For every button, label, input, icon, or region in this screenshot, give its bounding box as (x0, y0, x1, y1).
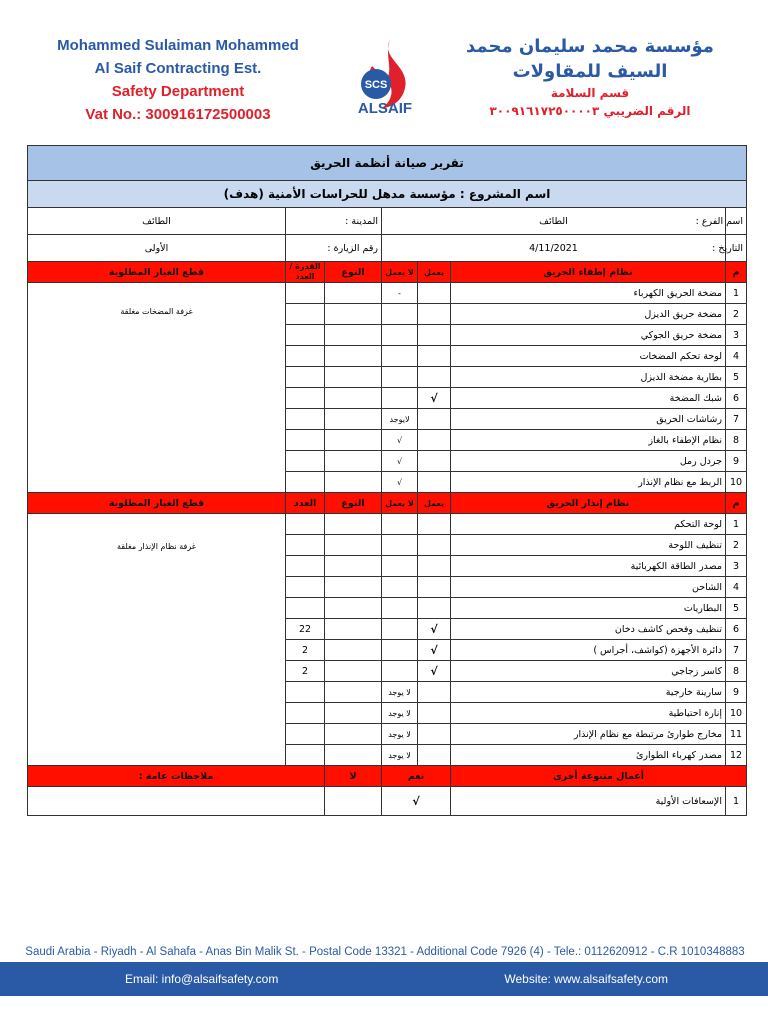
s2-type-cell (325, 619, 382, 640)
s1-item-name: الربط مع نظام الإنذار (451, 472, 726, 493)
s1-item-name: مضخة الحريق الكهرباء (451, 283, 726, 304)
s3-yes-cell: √ (382, 787, 451, 816)
company-name-ar-2: السيف للمقاولات (512, 61, 668, 82)
s1-item-name: رشاشات الحريق (451, 409, 726, 430)
section3-rows (28, 787, 747, 816)
section1-header-row (28, 262, 747, 283)
s2-type-cell (325, 556, 382, 577)
s1-col-type: النوع (325, 262, 382, 283)
s2-type-cell (325, 661, 382, 682)
vat-ar: الرقم الضريبي ٣٠٠٩١٦١٧٢٥٠٠٠٠٣ (489, 104, 691, 118)
s2-col-system: نظام إنذار الحريق (451, 493, 726, 514)
s1-col-works: يعمل (418, 262, 451, 283)
footer-website[interactable]: Website: www.alsaifsafety.com (504, 972, 668, 986)
s2-type-cell (325, 514, 382, 535)
s2-item-no: 8 (726, 661, 747, 682)
s1-type-cell (325, 367, 382, 388)
s2-qty-cell (286, 703, 325, 724)
date-label-cell (712, 235, 747, 262)
city-value: الطائف (28, 208, 286, 235)
s2-qty-cell (286, 682, 325, 703)
s1-notworks-cell: √ (382, 430, 418, 451)
s2-notworks-cell (382, 640, 418, 661)
table-row (28, 787, 747, 816)
s2-col-notworks: لا يعمل (382, 493, 418, 514)
s2-qty-cell: 2 (286, 640, 325, 661)
s2-item-no: 9 (726, 682, 747, 703)
s1-item-name: لوحة تحكم المضخات (451, 346, 726, 367)
s2-item-no: 3 (726, 556, 747, 577)
s2-item-no: 5 (726, 598, 747, 619)
table-row (28, 283, 747, 304)
s2-notworks-cell: لا يوجد (382, 745, 418, 766)
footer-contact-band (0, 962, 768, 996)
s1-notworks-cell: √ (382, 451, 418, 472)
s3-no-cell (325, 787, 382, 816)
s1-works-cell (418, 367, 451, 388)
s2-works-cell: √ (418, 661, 451, 682)
s1-item-no: 3 (726, 325, 747, 346)
s2-notworks-cell: لا يوجد (382, 682, 418, 703)
s2-notworks-cell (382, 598, 418, 619)
s1-qty-cell (286, 283, 325, 304)
s1-type-cell (325, 409, 382, 430)
s2-parts-note: غرفة نظام الإنذار مغلقة (28, 514, 286, 766)
department-ar: قسم السلامة (550, 86, 630, 100)
s1-type-cell (325, 304, 382, 325)
department-en: Safety Department (111, 83, 245, 100)
s1-item-name: مضخة حريق الجوكي (451, 325, 726, 346)
s1-qty-cell (286, 304, 325, 325)
s1-qty-cell (286, 409, 325, 430)
s2-item-no: 1 (726, 514, 747, 535)
s1-qty-cell (286, 430, 325, 451)
s2-qty-cell (286, 724, 325, 745)
s1-works-cell (418, 430, 451, 451)
footer-email[interactable]: Email: info@alsaifsafety.com (125, 972, 279, 986)
table-row (28, 514, 747, 535)
s3-col-yes: نعم (382, 766, 451, 787)
branch-label: اسم الفرع : (695, 215, 744, 227)
s2-works-cell (418, 556, 451, 577)
city-label: المدينة : (286, 208, 382, 235)
date-value: 4/11/2021 (382, 235, 726, 262)
s2-item-no: 11 (726, 724, 747, 745)
s1-item-no: 9 (726, 451, 747, 472)
s2-works-cell (418, 745, 451, 766)
s2-works-cell (418, 514, 451, 535)
s1-item-name: بطارية مضخة الديزل (451, 367, 726, 388)
s1-works-cell (418, 472, 451, 493)
s2-item-no: 7 (726, 640, 747, 661)
visit-value: الأولى (28, 235, 286, 262)
s1-notworks-cell (382, 367, 418, 388)
s2-type-cell (325, 703, 382, 724)
footer-address-en: Saudi Arabia - Riyadh - Al Sahafa - Anas Bin Malik St. - Postal Code 13321 - Additional Code 7926 (4) - Tele.: 0112620912 - C.R 1010348883 (25, 946, 745, 958)
s2-item-no: 4 (726, 577, 747, 598)
s2-works-cell (418, 598, 451, 619)
logo-wordmark: ALSAIF (357, 100, 413, 117)
s1-parts-note: غرفة المضخات مغلقة (28, 283, 286, 493)
s2-type-cell (325, 724, 382, 745)
s2-col-works: يعمل (418, 493, 451, 514)
vat-en: Vat No.: 300916172500003 (85, 106, 271, 123)
s2-col-no: م (726, 493, 747, 514)
s1-item-no: 6 (726, 388, 747, 409)
s3-item-name: الإسعافات الأولية (451, 787, 726, 816)
s2-type-cell (325, 598, 382, 619)
s1-type-cell (325, 346, 382, 367)
s1-works-cell (418, 451, 451, 472)
s1-notworks-cell (382, 346, 418, 367)
s2-item-name: تنظيف وفحص كاشف دخان (451, 619, 726, 640)
s1-type-cell (325, 430, 382, 451)
s2-notworks-cell (382, 556, 418, 577)
s1-type-cell (325, 388, 382, 409)
s1-works-cell (418, 346, 451, 367)
s1-notworks-cell (382, 325, 418, 346)
s2-item-name: مصدر كهرباء الطوارئ (451, 745, 726, 766)
s1-qty-cell (286, 367, 325, 388)
s2-notworks-cell (382, 661, 418, 682)
s2-notworks-cell (382, 577, 418, 598)
s2-notworks-cell (382, 619, 418, 640)
s2-qty-cell (286, 745, 325, 766)
s1-works-cell (418, 304, 451, 325)
s2-qty-cell: 22 (286, 619, 325, 640)
s2-item-name: إنارة احتياطية (451, 703, 726, 724)
company-name-en-2: Al Saif Contracting Est. (94, 60, 262, 77)
s1-notworks-cell: لايوجد (382, 409, 418, 430)
s2-works-cell (418, 724, 451, 745)
s1-qty-cell (286, 346, 325, 367)
s2-qty-cell: 2 (286, 661, 325, 682)
s2-qty-cell (286, 535, 325, 556)
s1-item-name: مضخة حريق الديزل (451, 304, 726, 325)
s2-item-no: 10 (726, 703, 747, 724)
branch-label-cell (695, 208, 747, 235)
s1-item-no: 7 (726, 409, 747, 430)
section3-header-row (28, 766, 747, 787)
s1-col-notworks: لا يعمل (382, 262, 418, 283)
project-line (28, 181, 747, 208)
s1-qty-cell (286, 472, 325, 493)
s2-col-parts: قطع الغيار المطلوبة (28, 493, 286, 514)
s1-item-name: جردل رمل (451, 451, 726, 472)
s1-col-capacity: القدرة / العدد (286, 262, 325, 283)
s2-works-cell (418, 535, 451, 556)
s1-works-cell (418, 283, 451, 304)
letterhead-english (48, 34, 308, 126)
logo-badge-text: SCS (364, 79, 388, 91)
s1-type-cell (325, 472, 382, 493)
s2-col-type: النوع (325, 493, 382, 514)
s3-item-no: 1 (726, 787, 747, 816)
letterhead-arabic (460, 34, 720, 120)
branch-value: الطائف (382, 208, 726, 235)
s2-item-name: مخارج طوارئ مرتبطة مع نظام الإنذار (451, 724, 726, 745)
s2-item-no: 6 (726, 619, 747, 640)
s1-qty-cell (286, 325, 325, 346)
s1-works-cell: √ (418, 388, 451, 409)
s1-type-cell (325, 325, 382, 346)
s3-col-works: أعمال متنوعة أخرى (451, 766, 747, 787)
s1-item-name: شبك المضخة (451, 388, 726, 409)
s1-qty-cell (286, 388, 325, 409)
s2-works-cell (418, 577, 451, 598)
s1-item-no: 1 (726, 283, 747, 304)
s1-item-no: 4 (726, 346, 747, 367)
maintenance-report-table (27, 145, 747, 816)
s2-works-cell (418, 682, 451, 703)
s1-col-no: م (726, 262, 747, 283)
s1-item-no: 5 (726, 367, 747, 388)
s1-notworks-cell (382, 304, 418, 325)
s1-type-cell (325, 451, 382, 472)
s2-item-name: سارينة خارجية (451, 682, 726, 703)
s3-notes-cell (28, 787, 325, 816)
s2-qty-cell (286, 577, 325, 598)
company-name-ar-1: مؤسسة محمد سليمان محمد (466, 36, 714, 57)
s2-item-name: كاسر زجاجي (451, 661, 726, 682)
s2-type-cell (325, 535, 382, 556)
s1-item-no: 10 (726, 472, 747, 493)
project-label: اسم المشروع : (459, 187, 551, 201)
project-name: مؤسسة مدهل للحراسات الأمنية (هدف) (223, 187, 456, 201)
s1-notworks-cell: - (382, 283, 418, 304)
s1-works-cell (418, 325, 451, 346)
s2-item-name: مصدر الطاقة الكهربائية (451, 556, 726, 577)
section2-rows (28, 514, 747, 766)
s2-notworks-cell: لا يوجد (382, 724, 418, 745)
s2-item-name: لوحة التحكم (451, 514, 726, 535)
s2-notworks-cell (382, 535, 418, 556)
s2-works-cell (418, 703, 451, 724)
visit-label: رقم الزيارة : (286, 235, 382, 262)
s2-item-name: البطاريات (451, 598, 726, 619)
s2-type-cell (325, 577, 382, 598)
s2-works-cell: √ (418, 640, 451, 661)
s2-item-no: 12 (726, 745, 747, 766)
s2-col-count: العدد (286, 493, 325, 514)
s2-type-cell (325, 682, 382, 703)
s2-item-name: دائرة الأجهزة (كواشف، أجراس ) (451, 640, 726, 661)
s1-notworks-cell (382, 388, 418, 409)
s2-works-cell: √ (418, 619, 451, 640)
s1-item-no: 8 (726, 430, 747, 451)
s2-notworks-cell: لا يوجد (382, 703, 418, 724)
s1-item-name: نظام الإطفاء بالغاز (451, 430, 726, 451)
s2-item-no: 2 (726, 535, 747, 556)
s2-item-name: تنظيف اللوحة (451, 535, 726, 556)
s1-item-no: 2 (726, 304, 747, 325)
s2-item-name: الشاحن (451, 577, 726, 598)
s2-type-cell (325, 640, 382, 661)
s2-qty-cell (286, 556, 325, 577)
s1-col-system: نظام إطفاء الحريق (451, 262, 726, 283)
s1-works-cell (418, 409, 451, 430)
s1-qty-cell (286, 451, 325, 472)
s1-type-cell (325, 283, 382, 304)
company-name-en-1: Mohammed Sulaiman Mohammed (57, 37, 299, 54)
section1-rows (28, 283, 747, 493)
s3-col-notes: ملاحظات عامة : (28, 766, 325, 787)
s2-qty-cell (286, 514, 325, 535)
s3-col-no: لا (325, 766, 382, 787)
s1-notworks-cell: √ (382, 472, 418, 493)
s2-qty-cell (286, 598, 325, 619)
report-title: تقرير صيانة أنظمة الحريق (28, 146, 747, 181)
date-label: التاريخ : (712, 242, 744, 254)
s2-notworks-cell (382, 514, 418, 535)
s2-type-cell (325, 745, 382, 766)
s1-col-parts: قطع الغيار المطلوبة (28, 262, 286, 283)
section2-header-row (28, 493, 747, 514)
